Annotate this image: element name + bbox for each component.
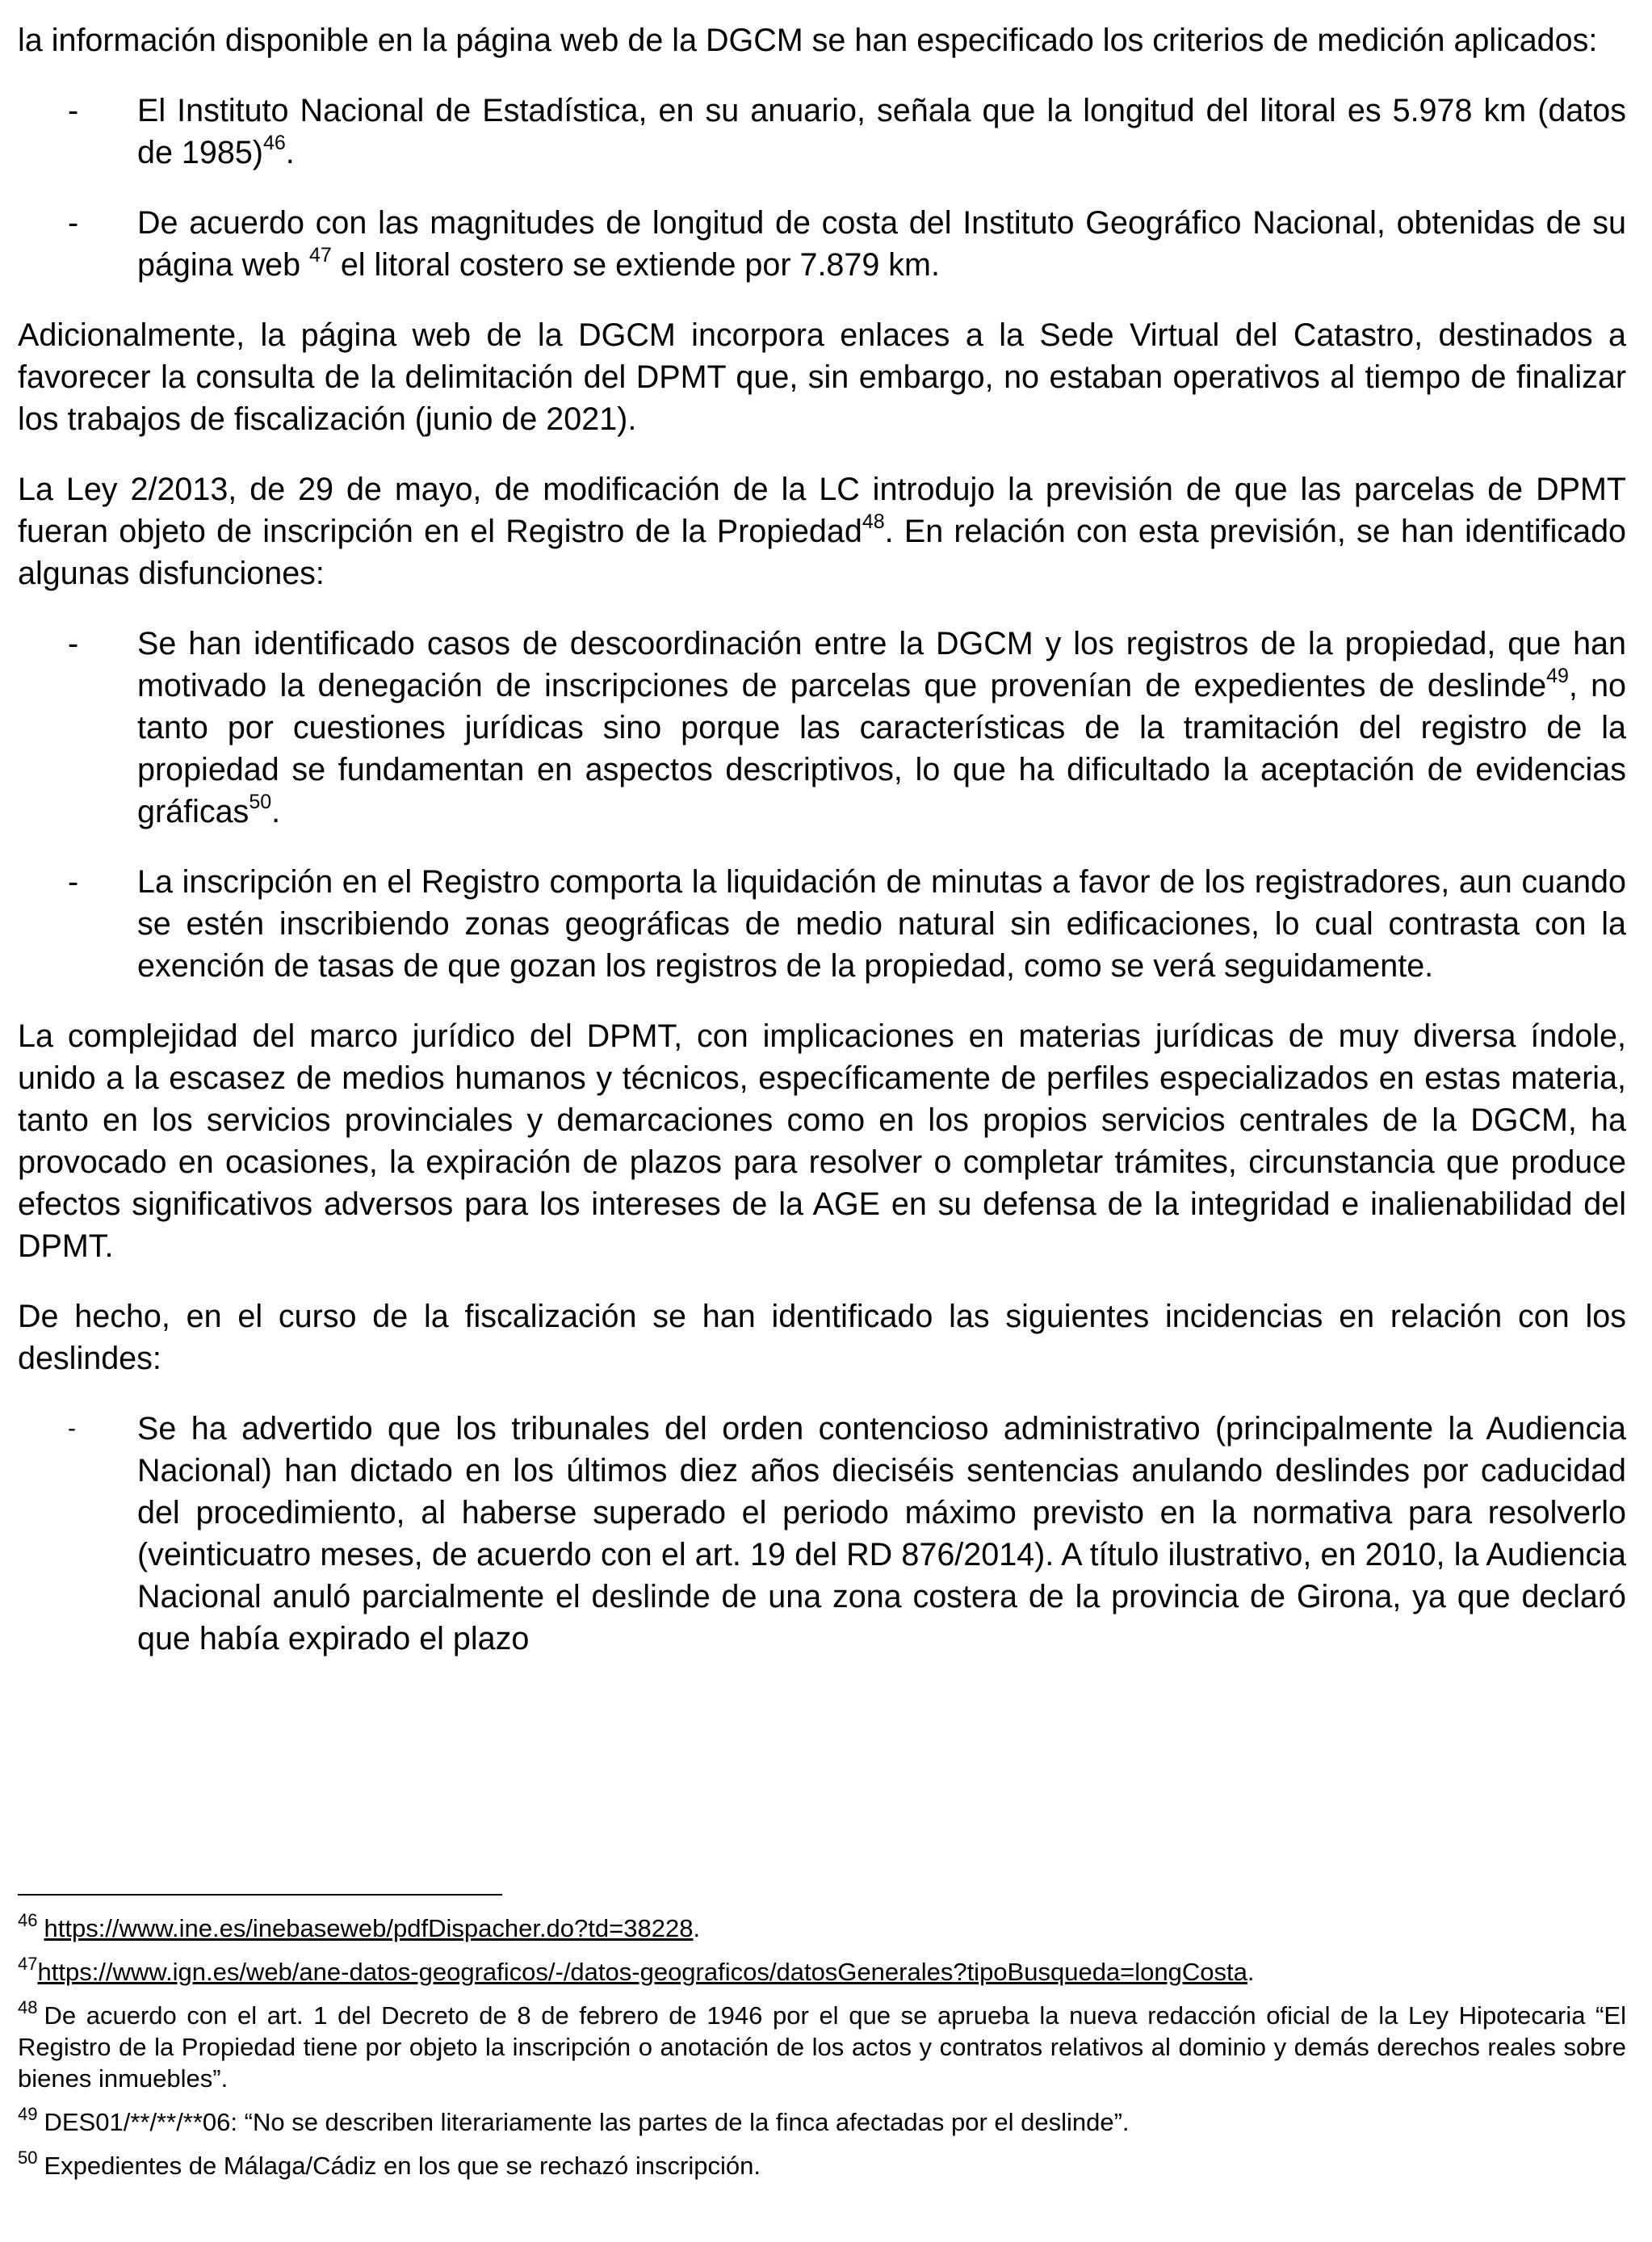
footnote-ref-49[interactable]: 49 xyxy=(1546,664,1569,687)
footnote-link-ign[interactable]: https://www.ign.es/web/ane-datos-geograficos/-/datos-geograficos/datosGenerales?tipoBusqueda=longCosta xyxy=(37,1958,1247,1986)
footnote-ref-48[interactable]: 48 xyxy=(862,510,885,533)
footnote-link-ine[interactable]: https://www.ine.es/inebaseweb/pdfDispacher.do?td=38228 xyxy=(44,1914,694,1942)
bullet-list-disfunciones xyxy=(18,623,1626,987)
bullet-dash: - xyxy=(68,205,79,241)
bullet-dash: - xyxy=(68,1415,76,1442)
main-text xyxy=(18,19,1626,1688)
bullet-minutas: - La inscripción en el Registro comporta la liquidación de minutas a favor de los registradores, aun cuando se estén inscribiendo zonas geográficas de medio natural sin edificaciones, lo cual contrasta con la exención de tasas de que gozan los registros de la propiedad, como se verá seguidamente. xyxy=(18,861,1626,987)
paragraph-intro: la información disponible en la página web de la DGCM se han especificado los criterios de medición aplicados: xyxy=(18,23,1598,58)
bullet-list-deslindes xyxy=(18,1408,1626,1660)
bullet-descoordinacion: - Se han identificado casos de descoordinación entre la DGCM y los registros de la propiedad, que han motivado la denegación de inscripciones de parcelas que provenían de expedientes de deslinde$^{49}$, no tanto por cuestiones jurídicas sino porque las características de la tramitación del registro de la propiedad se fundamentan en aspectos descriptivos, lo que ha dificultado la aceptación de evidencias gráficas$^{50}$. xyxy=(18,623,1626,833)
bullet-list-longitud xyxy=(18,90,1626,286)
footnote-ref-47[interactable]: 47 xyxy=(309,243,332,267)
footnote-47: $^{47}$https://www.ign.es/web/ane-datos-geograficos/-/datos-geograficos/datosGenerales?tipoBusqueda=longCosta. xyxy=(18,1953,1255,1986)
footnote-ref-46[interactable]: 46 xyxy=(262,131,286,154)
bullet-ign: - De acuerdo con las magnitudes de longitud de costa del Instituto Geográfico Nacional, obtenidas de su página web $^{47}$ el litoral costero se extiende por 7.879 km. xyxy=(18,202,1626,286)
bullet-tribunales: - Se ha advertido que los tribunales del orden contencioso administrativo (principalmente la Audiencia Nacional) han dictado en los últimos diez años dieciséis sentencias anulando deslindes por caducidad del procedimiento, al haberse superado el periodo máximo previsto en la normativa para resolverlo (veinticuatro meses, de acuerdo con el art. 19 del RD 876/2014). A título ilustrativo, en 2010, la Audiencia Nacional anuló parcialmente el deslinde de una zona costera de la provincia de Girona, ya que declaró que había expirado el plazo xyxy=(18,1408,1626,1660)
footnote-separator xyxy=(18,1894,502,1896)
paragraph-sede-catastro: Adicionalmente, la página web de la DGCM incorpora enlaces a la Sede Virtual del Catastro, destinados a favorecer la consulta de la delimitación del DPMT que, sin embargo, no estaban operativos al tiempo de finalizar los trabajos de fiscalización (junio de 2021). xyxy=(18,317,1626,437)
footnote-50: $^{50}$ Expedientes de Málaga/Cádiz en los que se rechazó inscripción. xyxy=(18,2147,761,2180)
paragraph-complejidad: La complejidad del marco jurídico del DPMT, con implicaciones en materias jurídicas de muy diversa índole, unido a la escasez de medios humanos y técnicos, específicamente de perfiles especializados en estas materia, tanto en los servicios provinciales y demarcaciones como en los propios servicios centrales de la DGCM, ha provocado en ocasiones, la expiración de plazos para resolver o completar trámites, circunstancia que produce efectos significativos adversos para los intereses de la AGE en su defensa de la integridad e inalienabilidad del DPMT. xyxy=(18,1018,1626,1264)
footnotes xyxy=(18,1909,1626,2194)
footnote-ref-50[interactable]: 50 xyxy=(249,790,272,813)
footnote-49: $^{49}$ DES01/**/**/**06: “No se describen literariamente las partes de la finca afectadas por el deslinde”. xyxy=(18,2103,1130,2136)
footnote-46: $^{46}$ https://www.ine.es/inebaseweb/pdfDispacher.do?td=38228. xyxy=(18,1909,701,1942)
bullet-dash: - xyxy=(68,864,79,900)
bullet-dash: - xyxy=(68,626,79,661)
paragraph-incidencias: De hecho, en el curso de la fiscalización se han identificado las siguientes incidencias en relación con los deslindes: xyxy=(18,1299,1626,1376)
footnote-48: $^{48}$ De acuerdo con el art. 1 del Decreto de 8 de febrero de 1946 por el que se aprueba la nueva redacción oficial de la Ley Hipotecaria “El Registro de la Propiedad tiene por objeto la inscripción o anotación de los actos y contratos relativos al dominio y demás derechos reales sobre bienes inmuebles”. xyxy=(18,1996,1626,2093)
bullet-ine: - El Instituto Nacional de Estadística, en su anuario, señala que la longitud del litoral es 5.978 km (datos de 1985)$^{46}$. xyxy=(18,90,1626,174)
bullet-dash: - xyxy=(68,93,79,128)
paragraph-ley-2-2013: La Ley 2/2013, de 29 de mayo, de modificación de la LC introdujo la previsión de que las parcelas de DPMT fueran objeto de inscripción en el Registro de la Propiedad$^{48}$. En relación con esta previsión, se han identificado algunas disfunciones: xyxy=(18,472,1627,591)
